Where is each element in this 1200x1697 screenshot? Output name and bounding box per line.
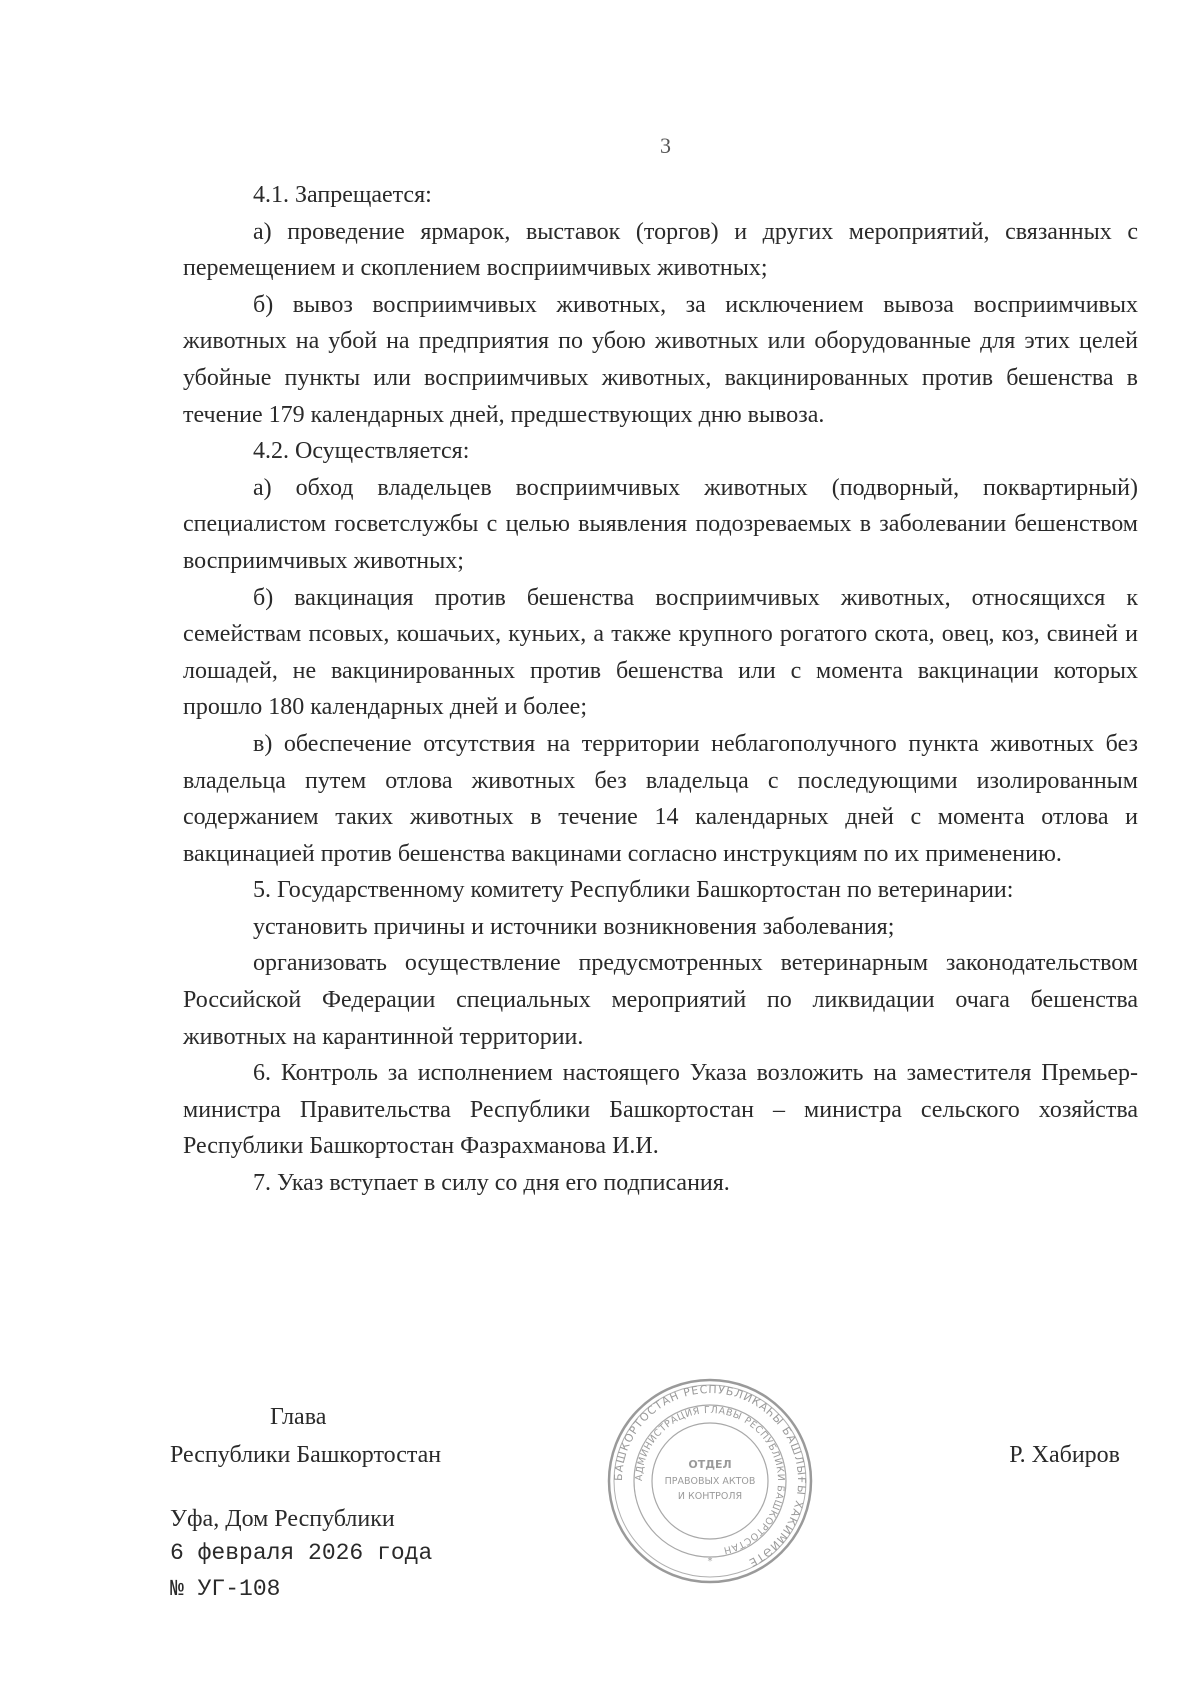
seal-center-line2: ПРАВОВЫХ АКТОВ: [664, 1476, 756, 1487]
signatory-title-line1: Глава: [270, 1404, 327, 1430]
seal-graphic: [605, 1376, 815, 1586]
seal-outer-text: БАШКОРТОСТАН РЕСПУБЛИКАҺЫ БАШЛЫҒЫ ХАКИМИӘТЕ: [611, 1382, 809, 1570]
decree-number: № УГ-108: [170, 1576, 281, 1602]
paragraph-5: 5. Государственному комитету Республики Башкортостан по ветеринарии:: [253, 877, 1014, 904]
paragraph-4-2-a: а) обход владельцев восприимчивых животных (подворный, поквартирный) специалистом госветслужбы с целью выявления подозреваемых в заболевании бешенством восприимчивых животных;: [183, 474, 1138, 574]
paragraph-4-1: 4.1. Запрещается:: [253, 182, 432, 208]
signing-place: Уфа, Дом Республики: [170, 1506, 395, 1532]
paragraph-5-1: установить причины и источники возникновения заболевания;: [253, 913, 895, 940]
paragraph-4-2: 4.2. Осуществляется:: [253, 438, 470, 465]
page-number: 3: [660, 133, 671, 158]
paragraph-6: 6. Контроль за исполнением настоящего Указа возложить на заместителя Премьер-министра Правительства Республики Башкортостан – министра сельского хозяйства Республики Башкортостан Фазрахманова И.И.: [183, 1060, 1138, 1160]
paragraph-4-1-a: а) проведение ярмарок, выставок (торгов) и других мероприятий, связанных с перемещением и скоплением восприимчивых животных;: [183, 218, 1138, 282]
seal-center-line3: И КОНТРОЛЯ: [677, 1491, 743, 1502]
seal-star-bottom: *: [707, 1556, 713, 1567]
signatory-title-line2: Республики Башкортостан: [170, 1442, 442, 1468]
seal-inner-ring-text: АДМИНИСТРАЦИЯ ГЛАВЫ РЕСПУБЛИКИ БАШКОРТОСТАН: [633, 1404, 787, 1556]
paragraph-5-2: организовать осуществление предусмотренных ветеринарным законодательством Российской Федерации специальных мероприятий по ликвидации очага бешенства животных на карантинной территории.: [183, 950, 1138, 1050]
paragraph-4-2-c: в) обеспечение отсутствия на территории неблагополучного пункта животных без владельца путем отлова животных без владельца с последующими изолированным содержанием таких животных в течение 14 календарных дней с момента отлова и вакцинацией против бешенства вакцинами согласно инструкциям по их применению.: [183, 730, 1138, 867]
paragraph-4-2-b: б) вакцинация против бешенства восприимчивых животных, относящихся к семействам псовых, кошачьих, куньих, а также крупного рогатого скота, овец, коз, свиней и лошадей, не вакцинированных против бешенства или с момента вакцинации которых прошло 180 календарных дней и более;: [183, 584, 1138, 721]
signatory-name: Р. Хабиров: [1009, 1442, 1120, 1468]
decree-body: [183, 177, 1138, 1202]
seal-center-line1: ОТДЕЛ: [688, 1458, 732, 1471]
paragraph-4-1-b: б) вывоз восприимчивых животных, за исключением вывоза восприимчивых животных на убой на предприятия по убою животных или оборудованные для этих целей убойные пункты или восприимчивых животных, вакцинированных против бешенства в течение 179 календарных дней, предшествующих дню вывоза.: [183, 291, 1138, 428]
signing-date: 6 февраля 2026 года: [170, 1540, 433, 1566]
paragraph-7: 7. Указ вступает в силу со дня его подписания.: [253, 1170, 730, 1197]
official-seal: [605, 1376, 815, 1586]
